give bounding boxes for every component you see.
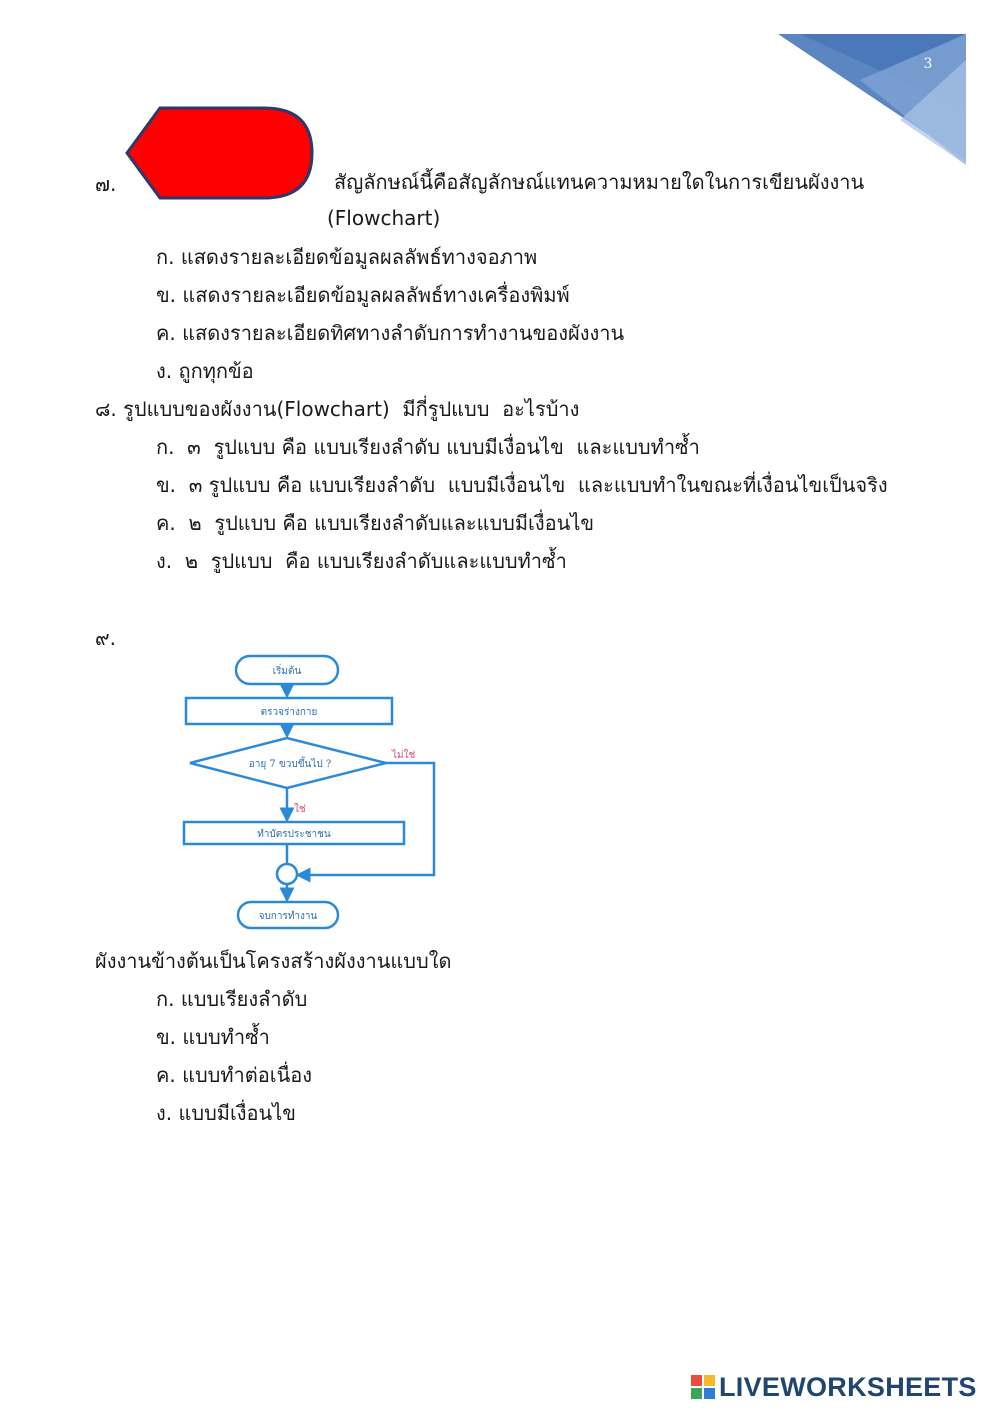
- q7-option-c[interactable]: ค. แสดงรายละเอียดทิศทางลำดับการทำงานของผังงาน: [156, 321, 625, 345]
- flow-process2-label: ทำบัตรประชาชน: [257, 829, 331, 840]
- q7-option-a[interactable]: ก. แสดงรายละเอียดข้อมูลผลลัพธ์ทางจอภาพ: [156, 245, 538, 269]
- q7-option-b[interactable]: ข. แสดงรายละเอียดข้อมูลผลลัพธ์ทางเครื่องพิมพ์: [156, 283, 570, 307]
- q9-number: ๙.: [95, 626, 117, 650]
- q7-text-line1: สัญลักษณ์นี้คือสัญลักษณ์แทนความหมายใดในการเขียนผังงาน: [334, 170, 865, 194]
- flow-decision-label: อายุ 7 ขวบขึ้นไป ?: [248, 759, 332, 770]
- flow-yes-label: ใช่: [294, 804, 306, 815]
- q9-option-b[interactable]: ข. แบบทำซ้ำ: [156, 1025, 270, 1049]
- liveworksheets-icon: [690, 1374, 716, 1400]
- flow-process1-label: ตรวจร่างกาย: [260, 707, 318, 718]
- display-symbol-shape: [124, 106, 316, 200]
- q9-option-d[interactable]: ง. แบบมีเงื่อนไข: [156, 1101, 296, 1125]
- flow-connector-shape: [277, 864, 297, 884]
- q7-option-d[interactable]: ง. ถูกทุกข้อ: [156, 359, 254, 383]
- q9-option-a[interactable]: ก. แบบเรียงลำดับ: [156, 987, 308, 1011]
- q9-question: ผังงานข้างต้นเป็นโครงสร้างผังงานแบบใด: [95, 949, 452, 973]
- page-number: 3: [923, 56, 933, 72]
- flow-no-label: ไม่ใช่: [392, 750, 416, 761]
- q9-option-c[interactable]: ค. แบบทำต่อเนื่อง: [156, 1063, 313, 1087]
- q8-option-c[interactable]: ค. ๒ รูปแบบ คือ แบบเรียงลำดับและแบบมีเงื่อนไข: [156, 511, 595, 535]
- q8-option-d[interactable]: ง. ๒ รูปแบบ คือ แบบเรียงลำดับและแบบทำซ้ำ: [156, 549, 567, 573]
- q7-number: ๗.: [95, 172, 117, 196]
- liveworksheets-logo: [690, 1370, 977, 1404]
- flow-start-label: เริ่มต้น: [272, 666, 302, 677]
- flowchart-diagram: [178, 650, 446, 932]
- q7-text-line2: (Flowchart): [327, 206, 441, 230]
- q8-option-a[interactable]: ก. ๓ รูปแบบ คือ แบบเรียงลำดับ แบบมีเงื่อนไข และแบบทำซ้ำ: [156, 435, 700, 459]
- brand-name: LIVEWORKSHEETS: [719, 1371, 977, 1402]
- q8-option-b[interactable]: ข. ๓ รูปแบบ คือ แบบเรียงลำดับ แบบมีเงื่อนไข และแบบทำในขณะที่เงื่อนไขเป็นจริง: [156, 473, 888, 497]
- flow-end-label: จบการทำงาน: [258, 911, 318, 922]
- q8-text: ๘. รูปแบบของผังงาน(Flowchart) มีกี่รูปแบบ อะไรบ้าง: [95, 397, 580, 421]
